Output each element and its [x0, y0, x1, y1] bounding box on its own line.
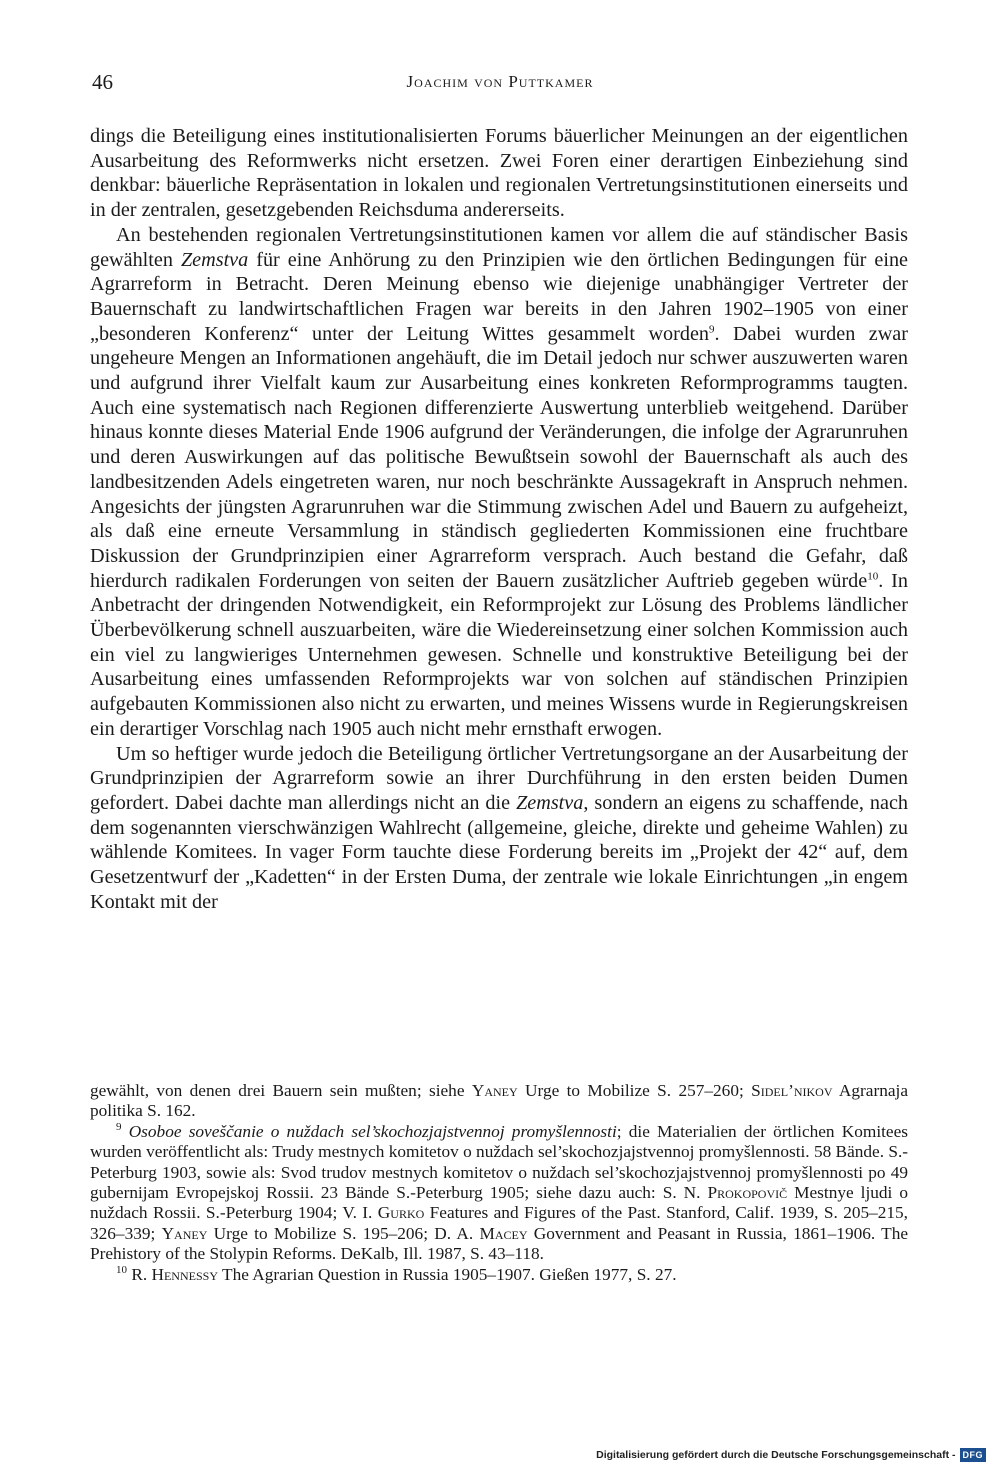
footnote-number: 9: [116, 1121, 122, 1134]
footnote-text: Agrarnaja politika S. 162.: [90, 1081, 908, 1121]
paragraph-3: [90, 742, 908, 915]
footnote-ref-10: 10: [867, 569, 879, 582]
paragraph-3-text-a: Um so heftiger wurde jedoch die Beteiligung örtlicher Vertretungsorgane an der Ausarbeitung der Grundprinzipien der Agrarreform sowie an ihrer Durchführung in den ersten beiden Dumen gefordert. Dabei dachte man allerdings nicht an die: [90, 742, 908, 814]
footnote-text: R.: [127, 1264, 152, 1284]
footnote-text: Mestnye ljudi o nuždach Rossii. S.-Peterburg 1904; V. I.: [90, 1183, 908, 1223]
paragraph-2-text-c: . Dabei wurden zwar ungeheure Mengen an Informationen angehäuft, die im Detail jedoch nur schwer auszuwerten waren und aufgrund ihrer Vielfalt kaum zur Ausarbeitung eines konkreten Reformprogramms taugten. Auch eine systematisch nach Regionen differenzierte Auswertung unterblieb weitgehend. Darüber hinaus konnte dieses Material Ende 1906 aufgrund der Veränderungen, die infolge der Agrarunruhen und deren Auswirkungen auf das politische Bewußtsein sowohl der Bauernschaft als auch des landbesitzenden Adels eingetreten waren, nur noch beschränkte Aussagekraft in Anspruch nehmen. Angesichts der jüngsten Agrarunruhen war die Stimmung zwischen Adel und Bauern zu aufgeheizt, als daß eine erneute Versammlung in ständisch gegliederten Kommissionen eine fruchtbare Diskussion der Grundprinzipien einer Agrarreform versprach. Auch bestand die Gefahr, daß hierdurch radikalen Forderungen von seiten der Bauern zusätzlicher Auftrieb gegeben würde: [90, 322, 908, 592]
footnote-text: Urge to Mobilize S. 257–260;: [517, 1081, 752, 1100]
dfg-logo: DFG: [960, 1448, 987, 1462]
footnote-text: gewählt, von denen drei Bauern sein mußten; siehe: [90, 1081, 472, 1100]
footnote-text: The Agrarian Question in Russia 1905–1907. Gießen 1977, S. 27.: [218, 1264, 677, 1284]
footnote-text: Urge to Mobilize S. 195–206; D. A.: [207, 1223, 480, 1243]
footnote-text: Government and Peasant in Russia, 1861–1906. The Prehistory of the Stolypin Reforms. DeKalb, Ill. 1987, S. 43–118.: [90, 1223, 909, 1264]
page-header: [92, 70, 908, 100]
footer-text: Digitalisierung gefördert durch die Deutsche Forschungsgemeinschaft -: [596, 1449, 956, 1461]
author-name: Yaney: [161, 1223, 208, 1243]
author-name: Prokopovič: [707, 1183, 788, 1203]
footnote-text: ; die Materialien der örtlichen Komitees wurden veröffentlicht als: Trudy mestnych komitetov o nuždach sel’skochozjajstvennoj promyšlennosti. 58 Bände. S.-Peterburg 1903, sowie als: Svod trudov mestnych komitetov o nuždach sel’skochozjajstvennoj promyšlennosti po 49 gubernijam Evropejskoj Rossii. 23 Bände S.-Peterburg 1905; siehe dazu auch: S. N.: [90, 1121, 909, 1203]
footnote-9: [90, 1122, 908, 1265]
paragraph-2: [90, 223, 908, 742]
paragraph-2-text-a: An bestehenden regionalen Vertretungsinstitutionen kamen vor allem die auf ständischer Basis gewählten: [90, 223, 908, 271]
author-name: Macey: [479, 1223, 528, 1243]
footnote-number: 10: [116, 1263, 127, 1276]
paragraph-2-emphasis: Zemstva: [180, 248, 249, 271]
author-name: Sidel’nikov: [751, 1081, 833, 1100]
footnote-10: [90, 1265, 908, 1285]
main-text: [90, 124, 908, 915]
paragraph-3-text-b: , sondern an eigens zu schaffende, nach dem sogenannten vierschwänzigen Wahlrecht (allgemeine, gleiche, direkte und geheime Wahlen) zu wählende Komitees. In vager Form tauchte diese Forderung bereits im „Projekt der 42“ auf, dem Gesetzentwurf der „Kadetten“ in der Ersten Duma, der zentrale wie lokale Einrichtungen „in engem Kontakt mit der: [90, 791, 908, 913]
running-title: Joachim von Puttkamer: [406, 72, 594, 91]
author-name: Yaney: [471, 1081, 518, 1100]
page-number: 46: [92, 70, 113, 94]
footnote-text: Features and Figures of the Past. Stanford, Calif. 1939, S. 205–215, 326–339;: [90, 1203, 909, 1243]
digitization-footer: [596, 1448, 986, 1462]
paragraph-3-emphasis: Zemstva: [516, 791, 584, 814]
footnotes: [90, 1081, 908, 1285]
paragraph-2-text-b: für eine Anhörung zu den Prinzipien wie den örtlichen Bedingungen für eine Agrarreform in Betracht. Deren Meinung ebenso wie diejenige unabhängiger Vertreter der Bauernschaft zu landwirtschaftlichen Fragen war bereits in den Jahren 1902–1905 von einer „besonderen Konferenz“ unter der Leitung Wittes gesammelt worden: [90, 248, 908, 345]
author-name: Hennessy: [151, 1264, 218, 1284]
footnote-title: Osoboe soveščanie o nuždach sel’skochozjajstvennoj promyšlennosti: [128, 1121, 617, 1141]
footnote-ref-9: 9: [709, 322, 715, 335]
footnote-continuation: [90, 1081, 908, 1122]
paragraph-2-text-d: . In Anbetracht der dringenden Notwendigkeit, ein Reformprojekt zur Lösung des Problems ländlicher Überbevölkerung schnell auszuarbeiten, wäre die Wiedereinsetzung einer solchen Kommission auch ein viel zu langwieriges Unternehmen gewesen. Schnelle und konstruktive Beteiligung bei der Ausarbeitung eines umfassenden Reformprojekts war von solchen auf ständischen Prinzipien aufgebauten Kommissionen also nicht zu erwarten, und meines Wissens wurde in Regierungskreisen ein derartiger Vorschlag nach 1905 auch nicht mehr ernsthaft erwogen.: [90, 569, 908, 740]
paragraph-1: dings die Beteiligung eines institutionalisierten Forums bäuerlicher Meinungen an der eigentlichen Ausarbeitung des Reformwerks nicht ersetzen. Zwei Foren einer derartigen Einbeziehung sind denkbar: bäuerliche Repräsentation in lokalen und regionalen Vertretungsinstitutionen einerseits und in der zentralen, gesetzgebenden Reichsduma andererseits.: [90, 125, 908, 222]
author-name: Gurko: [377, 1203, 425, 1223]
